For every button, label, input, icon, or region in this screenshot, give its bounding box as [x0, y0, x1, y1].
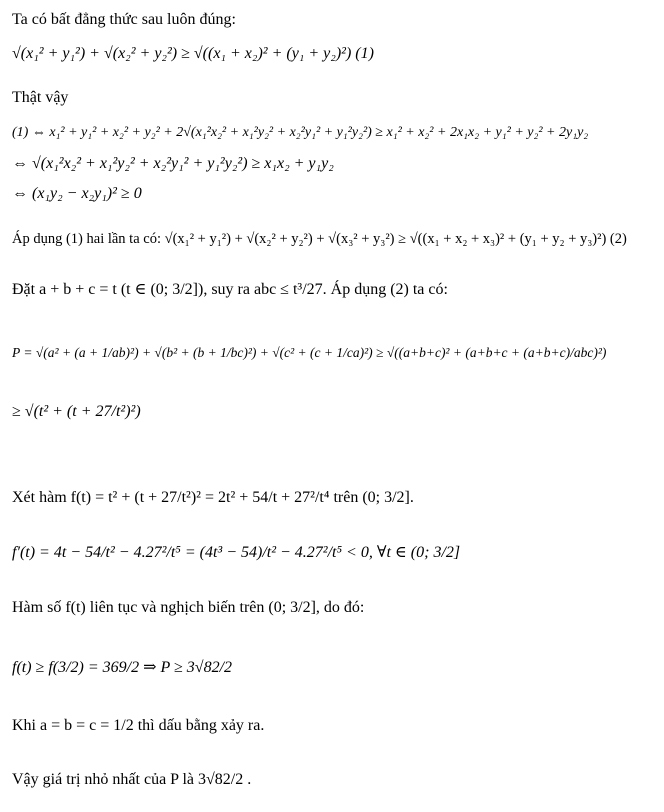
equality-condition: Khi a = b = c = 1/2 thì dấu bằng xảy ra. [12, 717, 265, 734]
p-expression: P = √(a² + (a + 1/ab)²) + √(b² + (b + 1/bc)²) + √(c² + (c + 1/ca)²) ≥ √((a+b+c)² + (a+b+c + (a+b+c)/abc)²) [12, 345, 607, 360]
proof-heading: Thật vậy [12, 89, 69, 106]
substitution-text: Đặt a + b + c = t (t ∈ (0; 3/2]), suy ra abc ≤ t³/27. Áp dụng (2) ta có: [12, 281, 448, 298]
apply-inequality-text: Áp dụng (1) hai lần ta có: √(x₁² + y₁²) + √(x₂² + y₂²) + √(x₃² + y₃²) ≥ √((x₁ + x₂ + x₃)² + (y₁ + y₂ + y₃)²) (2) [12, 231, 627, 247]
minimum-result: f(t) ≥ f(3/2) = 369/2 ⇒ P ≥ 3√82/2 [12, 659, 233, 676]
proof-step-2: ⇔ √(x₁²x₂² + x₁²y₂² + x₂²y₁² + y₁²y₂²) ≥ x₁x₂ + y₁y₂ [12, 155, 334, 172]
inequality-1: √(x₁² + y₁²) + √(x₂² + y₂²) ≥ √((x₁ + x₂)² + (y₁ + y₂)²) (1) [12, 45, 374, 62]
intro-text: Ta có bất đẳng thức sau luôn đúng: [12, 11, 236, 28]
p-lower-bound: ≥ √(t² + (t + 27/t²)²) [12, 403, 141, 420]
proof-step-3: ⇔ (x₁y₂ − x₂y₁)² ≥ 0 [12, 185, 142, 202]
monotonic-text: Hàm số f(t) liên tục và nghịch biến trên (0; 3/2], do đó: [12, 599, 365, 616]
function-definition: Xét hàm f(t) = t² + (t + 27/t²)² = 2t² + 54/t + 27²/t⁴ trên (0; 3/2]. [12, 489, 414, 506]
conclusion: Vậy giá trị nhỏ nhất của P là 3√82/2 . [12, 771, 252, 788]
derivative: f′(t) = 4t − 54/t² − 4.27²/t⁵ = (4t³ − 54)/t² − 4.27²/t⁵ < 0, ∀t ∈ (0; 3/2] [12, 544, 461, 561]
proof-step-1: (1) ⇔ x₁² + y₁² + x₂² + y₂² + 2√(x₁²x₂² + x₁²y₂² + x₂²y₁² + y₁²y₂²) ≥ x₁² + x₂² + 2x₁x₂ + y₁² + y₂² + 2y₁y₂ [12, 125, 589, 140]
